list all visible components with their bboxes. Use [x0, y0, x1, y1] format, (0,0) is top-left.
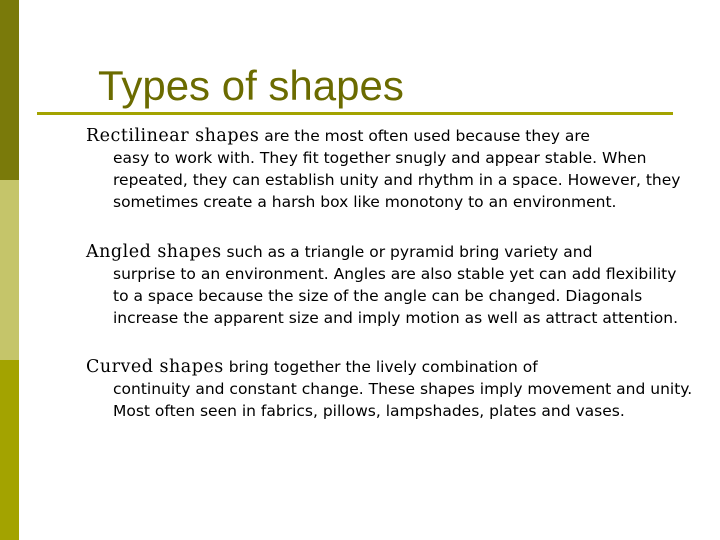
title-underline-rule: [37, 112, 673, 115]
left-accent-bar: [0, 0, 19, 540]
paragraph-first-line: [86, 127, 590, 145]
paragraph-first-line-text: such as a triangle or pyramid bring variety and: [221, 243, 593, 261]
accent-bar-middle-segment: [0, 180, 19, 360]
paragraph-lead-term: Rectilinear shapes: [86, 126, 260, 146]
accent-bar-top-segment: [0, 0, 19, 180]
paragraph-angled-shapes: [86, 241, 696, 329]
paragraph-first-line-text: bring together the lively combination of: [223, 358, 538, 376]
paragraph-first-line: [86, 358, 538, 376]
accent-bar-bottom-segment: [0, 360, 19, 540]
paragraph-lead-term: Curved shapes: [86, 357, 224, 377]
paragraph-curved-shapes: [86, 356, 696, 422]
paragraph-first-line-text: are the most often used because they are: [259, 127, 590, 145]
paragraph-continuation-text: easy to work with. They fit together snugly and appear stable. When repeated, they can establish unity and rhythm in a space. However, they sometimes create a harsh box like monotony to an environment.: [113, 149, 681, 211]
slide-title: Types of shapes: [98, 62, 404, 109]
paragraph-continuation-text: surprise to an environment. Angles are also stable yet can add flexibility to a space because the size of the angle can be changed. Diagonals increase the apparent size and imply motion as well as attract attention.: [113, 265, 679, 327]
paragraph-continuation-text: continuity and constant change. These shapes imply movement and unity. Most often seen in fabrics, pillows, lampshades, plates and vases.: [113, 380, 693, 420]
paragraph-lead-term: Angled shapes: [86, 242, 222, 262]
paragraph-first-line: [86, 243, 592, 261]
paragraph-rectilinear-shapes: [86, 125, 696, 213]
